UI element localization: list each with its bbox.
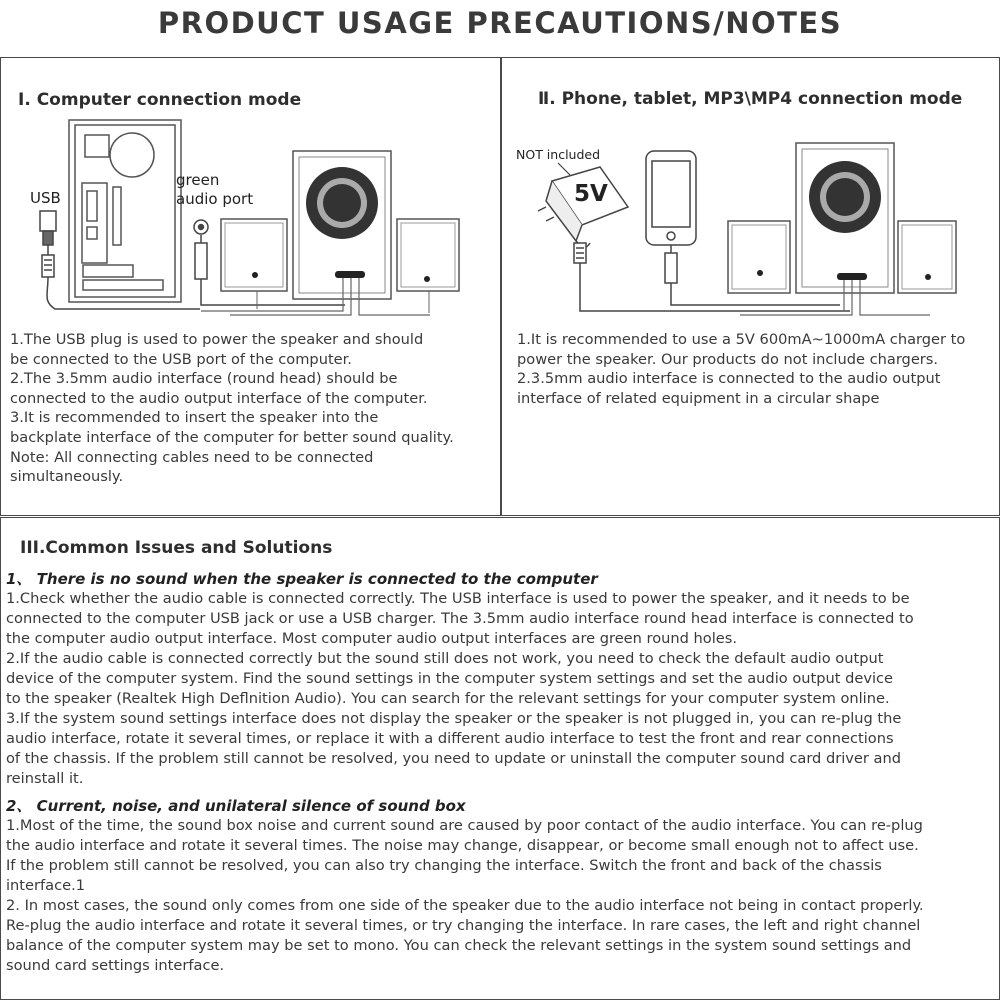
common-issues-content: [6, 538, 996, 976]
section2-line: interface of related equipment in a circular shape: [517, 389, 880, 407]
issue1-line: reinstall it.: [6, 770, 84, 787]
issue1-line: device of the computer system. Find the sound settings in the computer system settings and set the audio output device: [6, 670, 894, 687]
section1-line: be connected to the USB port of the computer.: [10, 350, 352, 368]
issue2-body: [6, 816, 996, 976]
issue1-line: connected to the computer USB jack or use a USB charger. The 3.5mm audio interface round head interface is connected to: [6, 610, 914, 627]
issue1-title: 1、 There is no sound when the speaker is connected to the computer: [6, 570, 598, 588]
issue1-line: audio interface, rotate it several times, or replace it with a different audio interface to test the front and rear connections: [6, 730, 894, 747]
page-title: PRODUCT USAGE PRECAUTIONS/NOTES: [157, 6, 843, 40]
computer-tower-icon: [69, 120, 181, 302]
usb-plug-icon: [40, 211, 200, 309]
section2-text: [517, 330, 965, 408]
right-satellite-speaker-icon: [898, 221, 956, 293]
issue1-line: 1.Check whether the audio cable is connected correctly. The USB interface is used to power the speaker, and it needs to be: [6, 590, 910, 607]
section1-line: 1.The USB plug is used to power the speaker and should: [10, 331, 424, 348]
section2-line: 1.It is recommended to use a 5V 600mA~1000mA charger to: [517, 331, 966, 348]
usb-label: USB: [30, 189, 61, 207]
issue2-line: 1.Most of the time, the sound box noise and current sound are caused by poor contact of the audio interface. You can re-plug: [6, 817, 923, 834]
section2-line: power the speaker. Our products do not include chargers.: [517, 350, 939, 368]
issue2-line: Re-plug the audio interface and rotate it several times, or try changing the interface. In rare cases, the left and right channel: [6, 917, 921, 934]
phone-connection-diagram: [510, 115, 990, 325]
section2-line: 2.3.5mm audio interface is connected to the audio output: [517, 370, 941, 388]
issue1-line: 2.If the audio cable is connected correctly but the sound still does not work, you need to check the default audio output: [6, 650, 884, 667]
section1-line: Note: All connecting cables need to be connected: [10, 448, 374, 466]
issue1-line: of the chassis. If the problem still cannot be resolved, you need to update or uninstall the computer sound card driver and: [6, 750, 901, 767]
green-label: green: [176, 171, 220, 189]
section1-line: backplate interface of the computer for better sound quality.: [10, 428, 454, 446]
issue2-line: sound card settings interface.: [6, 957, 225, 974]
issue2-title: 2、 Current, noise, and unilateral silence of sound box: [6, 797, 466, 815]
section1-text: [10, 330, 454, 487]
section1-line: connected to the audio output interface of the computer.: [10, 389, 428, 407]
issue1-line: to the speaker (Realtek High Deflnition Audio). You can search for the relevant settings for your computer system online.: [6, 690, 890, 707]
issue1-line: 3.If the system sound settings interface does not display the speaker or the speaker is not plugged in, you can re-plug the: [6, 710, 902, 727]
section1-heading: Ⅰ. Computer connection mode: [18, 90, 302, 110]
not-included-label: NOT included: [516, 147, 601, 162]
left-satellite-speaker-icon: [728, 221, 790, 293]
issue2-line: If the problem still cannot be resolved, you can also try changing the interface. Switch the front and back of the chassis: [6, 857, 882, 874]
section1-line: 3.It is recommended to insert the speaker into the: [10, 409, 379, 427]
section1-line: simultaneously.: [10, 468, 124, 486]
section2-heading: Ⅱ. Phone, tablet, MP3\MP4 connection mode: [538, 89, 963, 109]
voltage-label: 5V: [574, 181, 608, 207]
issue2-line: interface.1: [6, 877, 86, 894]
section1-line: 2.The 3.5mm audio interface (round head) should be: [10, 370, 398, 388]
issue1-line: the computer audio output interface. Most computer audio output interfaces are green round holes.: [6, 630, 738, 647]
section3-heading: III.Common Issues and Solutions: [20, 538, 333, 558]
left-satellite-speaker-icon: [221, 219, 287, 309]
audio-port-label: audio port: [176, 190, 254, 208]
right-satellite-speaker-icon: [397, 219, 459, 313]
issue2-line: 2. In most cases, the sound only comes from one side of the speaker due to the audio interface not being in contact properly.: [6, 897, 924, 914]
issue2-line: balance of the computer system may be set to mono. You can check the relevant settings in the system sound settings and: [6, 937, 912, 954]
issue2-line: the audio interface and rotate it several times. The noise may change, disappear, or become small enough not to affect use.: [6, 837, 919, 854]
computer-connection-diagram: [25, 115, 490, 325]
issue1-body: [6, 589, 996, 789]
